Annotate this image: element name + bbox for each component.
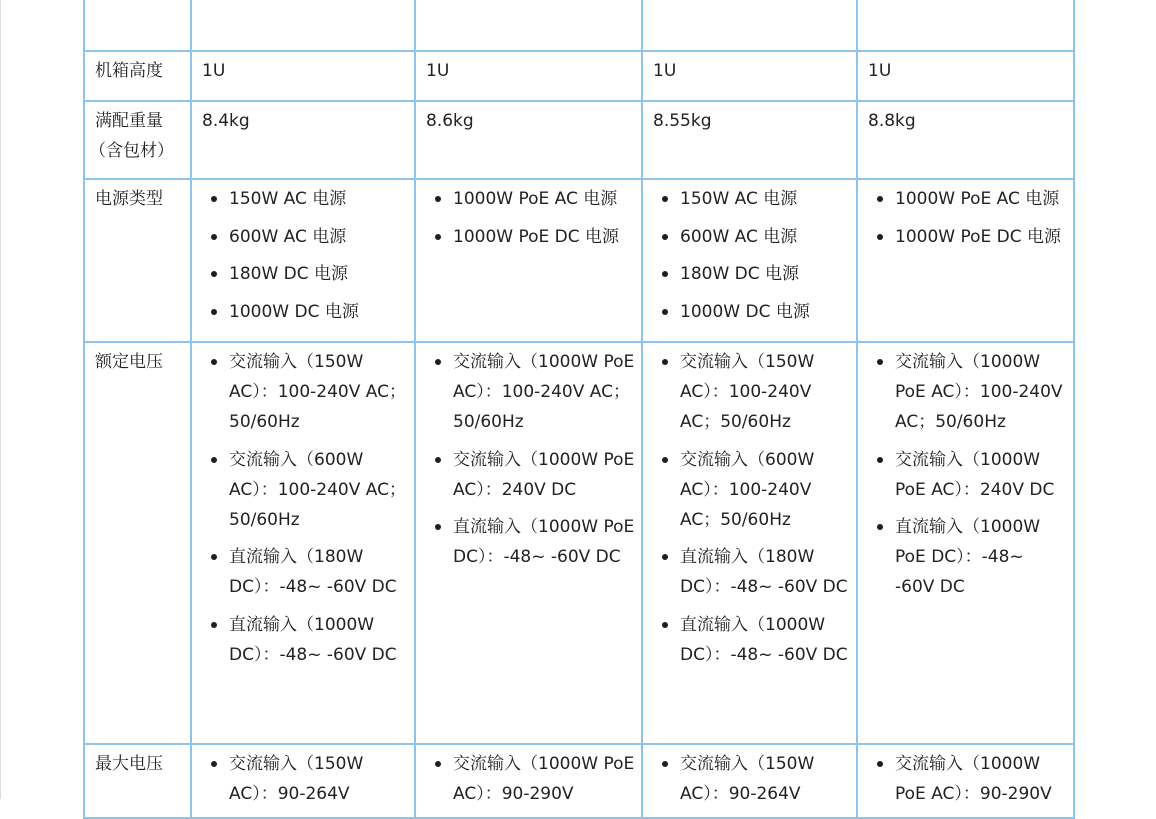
list-item: 直流输入（1000W PoE DC）：-48~ -60V DC <box>868 512 1073 602</box>
list-item: 交流输入（1000W PoE AC）：90-290V <box>868 749 1073 809</box>
bullet-list <box>426 749 641 809</box>
weight-value: 8.6kg <box>415 101 642 179</box>
list-item: 交流输入（150W AC）：100-240V AC；50/60Hz <box>202 347 414 437</box>
bullet-list <box>868 184 1073 252</box>
list-item: 交流输入（150W AC）：90-264V <box>653 749 856 809</box>
table-cell <box>642 0 857 51</box>
list-item: 1000W PoE DC 电源 <box>426 222 641 252</box>
table-cell <box>84 0 191 51</box>
rated-voltage-cell <box>191 342 415 744</box>
power-type-cell <box>857 179 1074 342</box>
list-item: 直流输入（180W DC）：-48~ -60V DC <box>653 542 856 602</box>
list-item: 交流输入（600W AC）：100-240V AC；50/60Hz <box>202 445 414 535</box>
list-item: 1000W PoE AC 电源 <box>868 184 1073 214</box>
weight-label-line1: 满配重量 <box>95 111 163 131</box>
max-voltage-cell <box>642 744 857 818</box>
table-row-top-partial <box>84 0 1074 51</box>
weight-value: 8.55kg <box>642 101 857 179</box>
table-row-power-type <box>84 179 1074 342</box>
bullet-list <box>202 347 414 670</box>
row-label-chassis-height: 机箱高度 <box>84 51 191 101</box>
table-cell <box>415 0 642 51</box>
list-item: 600W AC 电源 <box>653 222 856 252</box>
list-item: 直流输入（1000W DC）：-48~ -60V DC <box>653 610 856 670</box>
bullet-list <box>653 749 856 809</box>
bullet-list <box>868 749 1073 809</box>
rated-voltage-cell <box>415 342 642 744</box>
list-item: 交流输入（1000W PoE AC）：240V DC <box>868 445 1073 505</box>
list-item: 交流输入（1000W PoE AC）：100-240V AC；50/60Hz <box>426 347 641 437</box>
rated-voltage-cell <box>857 342 1074 744</box>
table-cell <box>857 0 1074 51</box>
bullet-list <box>426 347 641 572</box>
list-item: 交流输入（600W AC）：100-240V AC；50/60Hz <box>653 445 856 535</box>
list-item: 1000W DC 电源 <box>653 297 856 327</box>
row-label-max-voltage: 最大电压 <box>84 744 191 818</box>
chassis-height-value: 1U <box>642 51 857 101</box>
weight-value: 8.8kg <box>857 101 1074 179</box>
list-item: 1000W PoE DC 电源 <box>868 222 1073 252</box>
weight-label-line2: （含包材） <box>89 141 174 161</box>
table-row-max-voltage <box>84 744 1074 818</box>
page-left-edge <box>0 0 1 799</box>
list-item: 150W AC 电源 <box>202 184 414 214</box>
max-voltage-cell <box>857 744 1074 818</box>
power-type-cell <box>415 179 642 342</box>
table-row-chassis-height <box>84 51 1074 101</box>
table-cell <box>191 0 415 51</box>
list-item: 交流输入（1000W PoE AC）：240V DC <box>426 445 641 505</box>
list-item: 交流输入（1000W PoE AC）：100-240V AC；50/60Hz <box>868 347 1073 437</box>
bullet-list <box>653 184 856 327</box>
rated-voltage-cell <box>642 342 857 744</box>
list-item: 交流输入（150W AC）：90-264V <box>202 749 414 809</box>
max-voltage-cell <box>191 744 415 818</box>
list-item: 180W DC 电源 <box>202 259 414 289</box>
list-item: 180W DC 电源 <box>653 259 856 289</box>
weight-value: 8.4kg <box>191 101 415 179</box>
spec-table <box>83 0 1075 819</box>
chassis-height-value: 1U <box>191 51 415 101</box>
max-voltage-cell <box>415 744 642 818</box>
list-item: 交流输入（150W AC）：100-240V AC；50/60Hz <box>653 347 856 437</box>
table-row-rated-voltage <box>84 342 1074 744</box>
list-item: 150W AC 电源 <box>653 184 856 214</box>
bullet-list <box>868 347 1073 602</box>
chassis-height-value: 1U <box>415 51 642 101</box>
list-item: 600W AC 电源 <box>202 222 414 252</box>
table-row-weight <box>84 101 1074 179</box>
list-item: 直流输入（1000W DC）：-48~ -60V DC <box>202 610 414 670</box>
chassis-height-value: 1U <box>857 51 1074 101</box>
row-label-weight <box>84 101 191 179</box>
list-item: 直流输入（180W DC）：-48~ -60V DC <box>202 542 414 602</box>
list-item: 直流输入（1000W PoE DC）：-48~ -60V DC <box>426 512 641 572</box>
bullet-list <box>653 347 856 670</box>
list-item: 交流输入（1000W PoE AC）：90-290V <box>426 749 641 809</box>
power-type-cell <box>191 179 415 342</box>
bullet-list <box>426 184 641 252</box>
row-label-power-type: 电源类型 <box>84 179 191 342</box>
bullet-list <box>202 749 414 809</box>
list-item: 1000W PoE AC 电源 <box>426 184 641 214</box>
list-item: 1000W DC 电源 <box>202 297 414 327</box>
row-label-rated-voltage: 额定电压 <box>84 342 191 744</box>
power-type-cell <box>642 179 857 342</box>
bullet-list <box>202 184 414 327</box>
